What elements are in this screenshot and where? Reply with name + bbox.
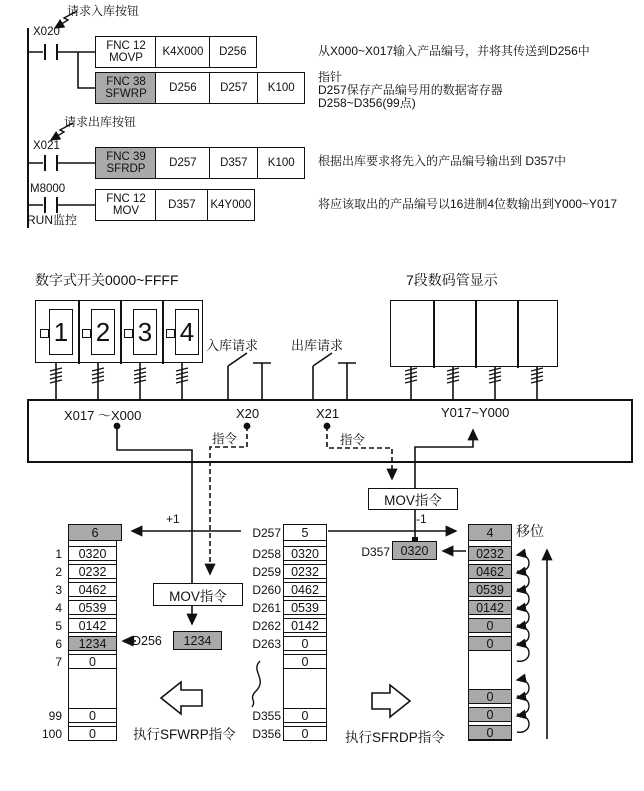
right-row: 0462 [468, 564, 512, 579]
bus-label-y-outputs: Y017~Y000 [441, 405, 510, 420]
shift-label: 移位 [516, 523, 544, 539]
operand-cell: D257 [209, 72, 259, 104]
d357-value-box: 0320 [392, 541, 437, 560]
thumbwheel-digit-3[interactable]: 3 [133, 309, 157, 355]
x020-label: X020 [33, 26, 60, 38]
d257-pointer-cell: 5 [283, 524, 327, 541]
command-label-2: 指令 [340, 433, 366, 447]
in-request-label: 入库请求 [206, 338, 259, 353]
left-row: 0142 [68, 618, 117, 633]
shift-curl-icon [517, 698, 529, 715]
left-row: 0 [68, 726, 117, 741]
minus1-label: -1 [416, 512, 427, 526]
row-index: 3 [55, 583, 62, 597]
operand-cell: D256 [155, 72, 210, 104]
mov-command-box-right: MOV指令 [368, 488, 458, 510]
switch-divider [162, 301, 164, 364]
row-index: 7 [55, 655, 62, 669]
operand-cell: K4X000 [155, 36, 210, 68]
fnc-number: FNC 12 [106, 39, 146, 52]
operand-cell: D256 [209, 36, 257, 68]
right-pointer-cell: 4 [468, 524, 512, 541]
right-row: 0 [468, 707, 512, 722]
d256-value-box: 1234 [173, 631, 222, 650]
seven-seg-display-box [390, 300, 558, 367]
operand-cell: D357 [209, 147, 259, 179]
note-registers: D257保存产品编号用的数据寄存器 [318, 83, 503, 97]
reg-label: D356 [252, 727, 281, 741]
sfrdp-block-arrow-icon [372, 685, 410, 717]
fnc-number: FNC 12 [106, 192, 146, 205]
display-divider [433, 301, 435, 368]
reg-label: D262 [252, 619, 281, 633]
reg-label: D355 [252, 709, 281, 723]
fnc-name: MOVP [109, 52, 143, 64]
bus-label-x21: X21 [316, 406, 340, 421]
operand-cell: K4Y000 [207, 189, 255, 221]
reg-row: 0 [283, 654, 327, 669]
right-row: 0 [468, 636, 512, 651]
reg-row: 0 [283, 726, 327, 741]
thumbwheel-digit-2[interactable]: 2 [91, 309, 115, 355]
left-row: 0320 [68, 546, 117, 561]
mov-command-box-left: MOV指令 [153, 583, 243, 606]
switch-divider [120, 301, 122, 364]
right-row: 0142 [468, 600, 512, 615]
row-index: 6 [55, 637, 62, 651]
exec-sfwrp-label: 执行SFWRP指令 [133, 727, 236, 742]
shift-curl-icon [517, 555, 529, 572]
note-movp: 从X000~X017输入产品编号，并将其传送到D256中 [318, 44, 590, 58]
shift-curl-icon [517, 573, 529, 590]
sfwrp-block-arrow-icon [161, 682, 202, 714]
left-row-new-entry: 1234 [68, 636, 117, 651]
left-row: 0232 [68, 564, 117, 579]
thumbwheel-digit-1[interactable]: 1 [49, 309, 73, 355]
x020-rung-wire [28, 52, 95, 88]
left-row: 0 [68, 708, 117, 723]
display-divider [475, 301, 477, 368]
fnc-name: SFRDP [106, 163, 146, 175]
left-row: 0 [68, 654, 117, 669]
row-index: 4 [55, 601, 62, 615]
plus1-label: +1 [166, 512, 180, 526]
movp-instruction-box [95, 36, 257, 68]
out-request-label: 出库请求 [291, 338, 344, 353]
note-range: D258~D356(99点) [318, 96, 416, 110]
fnc-name: SFWRP [105, 88, 147, 100]
row-index: 5 [55, 619, 62, 633]
reg-label: D257 [252, 526, 281, 540]
x021-label: X021 [33, 140, 60, 152]
d357-label: D357 [361, 545, 390, 559]
switch-nub [82, 329, 91, 338]
shift-curl-icon [517, 591, 529, 608]
right-row: 0 [468, 689, 512, 704]
switch-divider [78, 301, 80, 364]
row-index: 99 [48, 709, 62, 723]
in-request-switch-icon [228, 353, 271, 400]
shift-curl-icon [517, 645, 529, 662]
fnc-cell [95, 72, 157, 104]
reg-label: D263 [252, 637, 281, 651]
reg-row: 0539 [283, 600, 327, 615]
fnc-cell [95, 189, 157, 221]
fnc-number: FNC 38 [106, 75, 146, 88]
sfwrp-instruction-box [95, 72, 305, 104]
shift-curl-icon [517, 627, 529, 644]
in-button-comment: 请求入库按钮 [67, 4, 140, 18]
out-request-switch-icon [313, 353, 356, 400]
x021-contact-icon [45, 155, 57, 171]
x020-contact-icon [45, 44, 57, 60]
thumbwheel-digit-4[interactable]: 4 [175, 309, 199, 355]
switch-nub [124, 329, 133, 338]
right-row: 0 [468, 725, 512, 740]
exec-sfrdp-label: 执行SFRDP指令 [345, 730, 445, 745]
mov-instruction-box [95, 189, 255, 221]
right-row: 0232 [468, 546, 512, 561]
operand-cell: D357 [155, 189, 208, 221]
operand-cell: K100 [257, 72, 305, 104]
shift-curl-icon [517, 716, 529, 733]
reg-row: 0 [283, 636, 327, 651]
ellipsis-squiggle [252, 661, 260, 707]
note-pointer: 指针 [318, 70, 343, 84]
display-divider [517, 301, 519, 368]
shift-curl-icon [517, 680, 529, 697]
reg-label: D259 [252, 565, 281, 579]
digital-switch-title: 数字式开关0000~FFFF [35, 272, 179, 288]
sfrdp-instruction-box [95, 147, 305, 179]
note-sfrdp: 根据出库要求将先入的产品编号输出到 D357中 [318, 154, 567, 168]
display-wires [411, 367, 537, 400]
reg-row: 0462 [283, 582, 327, 597]
reg-label: D261 [252, 601, 281, 615]
d256-label: D256 [132, 634, 162, 648]
bus-label-x-inputs: X017 ～X000 [64, 408, 142, 423]
fnc-name: MOV [112, 205, 140, 217]
row-index: 1 [55, 547, 62, 561]
switch-nub [40, 329, 49, 338]
fnc-cell [95, 147, 157, 179]
reg-label: D258 [252, 547, 281, 561]
reg-row: 0232 [283, 564, 327, 579]
m8000-label: M8000 [30, 183, 66, 195]
right-row: 0539 [468, 582, 512, 597]
note-output: 将应该取出的产品编号以16进制4位数输出到Y000~Y017 [318, 197, 618, 211]
fnc-cell [95, 36, 157, 68]
out-button-comment: 请求出库按钮 [64, 115, 137, 129]
row-index: 100 [41, 727, 62, 741]
reg-row: 0 [283, 708, 327, 723]
switch-nub [166, 329, 175, 338]
right-row: 0 [468, 618, 512, 633]
reg-row: 0320 [283, 546, 327, 561]
operand-cell: K100 [257, 147, 305, 179]
fnc-number: FNC 39 [106, 150, 146, 163]
switch-wires [56, 363, 182, 400]
row-index: 2 [55, 565, 62, 579]
shift-curl-icon [517, 609, 529, 626]
run-monitor-label: RUN监控 [27, 213, 77, 227]
command-label-1: 指令 [212, 432, 238, 446]
left-row: 0462 [68, 582, 117, 597]
operand-cell: D257 [155, 147, 210, 179]
seven-seg-title: 7段数码管显示 [406, 272, 498, 288]
reg-row: 0142 [283, 618, 327, 633]
reg-label: D260 [252, 583, 281, 597]
left-row: 0539 [68, 600, 117, 615]
left-pointer-cell: 6 [68, 524, 122, 541]
bus-label-x20: X20 [236, 406, 260, 421]
